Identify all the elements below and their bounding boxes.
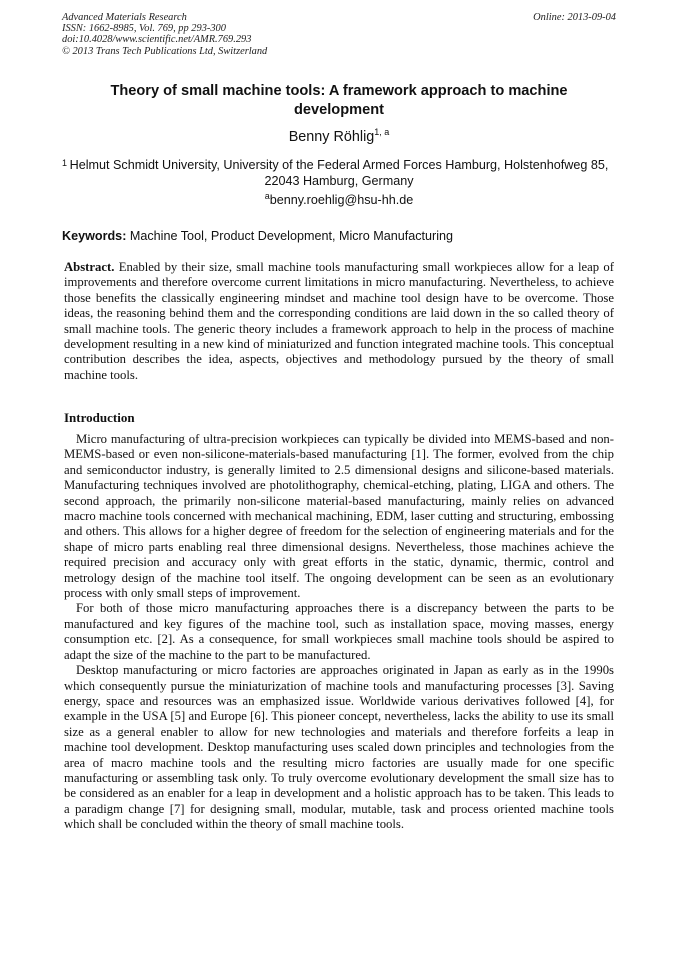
issn-line: ISSN: 1662-8985, Vol. 769, pp 293-300 [62,23,226,35]
paper-title: Theory of small machine tools: A framework approach to machine development [110,83,568,118]
doi-line: doi:10.4028/www.scientific.net/AMR.769.293 [62,34,252,46]
keywords-text: Machine Tool, Product Development, Micro Manufacturing [129,229,454,243]
abstract [64,260,614,383]
abstract-label: Abstract. [64,260,115,274]
running-header [62,12,616,57]
author-sup: 1, a [374,127,390,138]
keywords [62,229,616,243]
author-name: Benny Röhlig [288,129,375,145]
affiliation-sup: 1 [62,158,68,168]
email-line [0,190,678,207]
paragraph: For both of those micro manufacturing approaches there is a discrepancy between the parts to be manufactured and key figures of the machine tool, such as installation space, moving masses, energy consumption etc. [2]. As a consequence, for small workpieces small machine tools should be aspired to adapt the size of the machine to the part to be manufactured. [64,601,614,662]
email-address[interactable]: benny.roehlig@hsu-hh.de [269,193,414,207]
abstract-text: Enabled by their size, small machine tools manufacturing small workpieces allow for a leap of improvements and therefore overcome current limitations in micro manufacturing. Nevertheless, to achieve those benefits the classically engineering mindset and machine tool design have to be overcome. Those ideas, the reasoning behind them and the corresponding conditions are laid down in the so called theory of small machine tools. The generic theory includes a framework approach to help in the process of machine development resulting in a new kind of miniaturized and function integrated machine tools. This conceptual contribution describes the idea, aspects, objectives and methodology pursued by the theory of small machine tools. [64,260,615,382]
keywords-label: Keywords: [62,229,127,243]
copyright-line: © 2013 Trans Tech Publications Ltd, Switzerland [62,45,268,57]
journal-name: Advanced Materials Research [62,12,187,23]
email-sup: a [264,190,270,201]
introduction-body [64,432,614,833]
paragraph: Micro manufacturing of ultra-precision workpieces can typically be divided into MEMS-based and non-MEMS-based or even non-silicone-materials-based manufacturing [1]. The former, evolved from the chip and semiconductor industry, is generally limited to 2.5 dimensional designs and silicone-based materials. Manufacturing techniques involved are photolithography, chemical-etching, plating, LIGA and others. The second approach, the primarily non-silicone material-based manufacturing, mainly relies on advanced macro machine tools concerned with mechanical machining, EDM, laser cutting and structuring, embossing and others. This allows for a higher degree of freedom for the selection of engineering materials and for the shape of micro parts enabling real three dimensional designs. Nevertheless, those machines achieve the required precision and accuracy only with great efforts in the static, dynamic, thermic, control and metrology design of the machine tool itself. The ongoing development can be seen as an evolutionary process with only small steps of improvement. [64,432,614,601]
paragraph: Desktop manufacturing or micro factories are approaches originated in Japan as early as in the 1990s which consequently pursue the miniaturization of machine tools and manufacturing processes [3]. Saving energy, space and resources was an emphasized issue. Worldwide various derivatives followed [4], for example in the USA [5] and Europe [6]. This pioneer concept, nevertheless, lacks the ability to use its small size as a general enabler to allow for new technologies and materials and therefore forfeits a leap in machine tool development. Desktop manufacturing uses scaled down principles and technologies from the area of macro machine tools and the resulting micro factories are usually made for one specific manufacturing or assembling task only. To truly overcome evolutionary development the small size has to be considered as an enabler for a leap in development and a holistic approach has to be taken. This leads to a paradigm change [7] for designing small, modular, mutable, task and process oriented machine tools which shall be concluded within the theory of small machine tools. [64,663,614,832]
author-line [0,129,678,145]
online-date: Online: 2013-09-04 [533,12,616,23]
affiliation-text: Helmut Schmidt University, University of the Federal Armed Forces Hamburg, Holstenhofweg 85, 22043 Hamburg, Germany [69,158,609,188]
affiliation [62,157,616,189]
section-heading-introduction: Introduction [64,410,135,425]
